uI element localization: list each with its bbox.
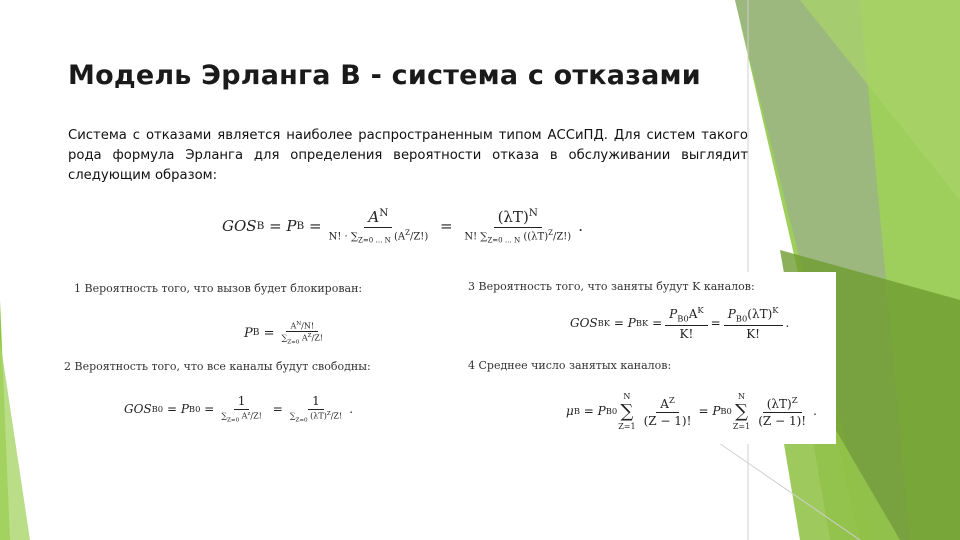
item-4-fraction-2: $\frac{(\lambda T)^Z}{(Z - 1)!}$ bbox=[754, 395, 810, 428]
item-3-den-b: K! bbox=[746, 326, 761, 341]
main-formula-end: . bbox=[578, 217, 583, 235]
item-4-sum1-to: N bbox=[623, 391, 631, 401]
item-2-label: 2 Вероятность того, что все каналы будут свободны: bbox=[64, 360, 371, 373]
item-3-fraction-1: $\frac{P_{B0}A^K}{K!}$ bbox=[665, 305, 708, 340]
item-4-lhs: μ bbox=[566, 404, 574, 418]
frac2-num: (λT) bbox=[497, 208, 529, 227]
item-4-eq: = P bbox=[583, 404, 606, 418]
item-2-one-a: 1 bbox=[234, 394, 250, 410]
item-3-lhs: GOS bbox=[570, 316, 598, 330]
item-4-sum-1: N ∑ Z=1 bbox=[618, 391, 636, 431]
frac1-den: N! · ∑ bbox=[328, 231, 359, 243]
item-1-lhs: P bbox=[244, 325, 253, 341]
item-4-p-sub: B0 bbox=[605, 406, 618, 416]
item-1-fraction: $\frac{A^N/N!}{\sum_{Z=0} A^Z/Z!}$ bbox=[281, 320, 324, 346]
main-formula-p-sub: B bbox=[296, 220, 305, 232]
item-4-den-a: (Z − 1)! bbox=[643, 413, 692, 428]
frac2-sum-range: Z=0 … N bbox=[487, 236, 521, 245]
frac2-den: N! ∑ bbox=[464, 231, 488, 243]
deco-bottom-left-wedge bbox=[0, 340, 30, 540]
item-2-lhs: GOS bbox=[124, 402, 152, 416]
main-formula-fraction-2: $\frac{(\lambda T)^N}{N! \sum_{Z=0 \dots N} ((\lambda T)^Z/Z!)}$ bbox=[464, 207, 572, 245]
item-3-eq: = P bbox=[613, 316, 636, 330]
item-3-p-sub: BK bbox=[635, 318, 649, 328]
item-1-lhs-sub: B bbox=[252, 328, 260, 338]
frac1-num: A bbox=[368, 208, 380, 227]
frac2-num-sup: N bbox=[528, 207, 538, 220]
main-formula-eq1: = P bbox=[269, 217, 297, 235]
item-2-fraction-2: $\frac{1}{\sum_{Z=0} (\lambda T)^Z/Z!}$ bbox=[289, 394, 343, 424]
item-4-label: 4 Среднее число занятых каналов: bbox=[468, 359, 672, 372]
item-4-sum2-from: Z=1 bbox=[732, 421, 751, 431]
item-4-fraction-1: $\frac{A^Z}{(Z - 1)!}$ bbox=[640, 395, 696, 428]
frac1-num-sup: N bbox=[379, 207, 389, 220]
item-2-p-sub: B0 bbox=[188, 404, 201, 414]
main-formula-lhs-sub: B bbox=[256, 220, 265, 232]
item-4-sum-2: N ∑ Z=1 bbox=[732, 391, 751, 431]
item-4-sum2-to: N bbox=[738, 391, 746, 401]
item-1-label: 1 Вероятность того, что вызов будет блокирован: bbox=[74, 282, 363, 295]
main-formula: GOS B = P B = $\frac{A^N}{N! \cdot \sum_{Z=0 \dots N} (A^Z/Z!)}$ = $\frac{(\lambda T)^N}{N! \sum_{Z=0 \dots N} ((\lambda T)^Z/Z!)}$ . bbox=[222, 207, 583, 245]
slide-title: Модель Эрланга В - система с отказами bbox=[68, 60, 701, 91]
main-formula-eq2: = bbox=[309, 217, 322, 235]
item-4-den-b: (Z − 1)! bbox=[758, 413, 807, 428]
item-3-label: 3 Вероятность того, что заняты будут K каналов: bbox=[468, 280, 755, 293]
item-4-sum1-from: Z=1 bbox=[618, 421, 636, 431]
frac1-sum-range: Z=0 … N bbox=[358, 236, 391, 245]
item-3-den-a: K! bbox=[679, 326, 694, 341]
item-4-formula: μ B = P B0 N ∑ Z=1 $\frac{A^Z}{(Z - 1)!}$ = P B0 N ∑ Z=1 $\frac{(\lambda T)^Z}{(Z - 1)!}$ . bbox=[566, 391, 817, 431]
item-2-one-b: 1 bbox=[308, 394, 324, 410]
item-2-lhs-sub: B0 bbox=[151, 404, 164, 414]
intro-paragraph: Система с отказами является наиболее распространенным типом АССиПД. Для систем такого рода формула Эрланга для определения вероятности отказа в обслуживании выглядит следующим образом: bbox=[68, 128, 748, 183]
item-1-formula: P B = $\frac{A^N/N!}{\sum_{Z=0} A^Z/Z!}$ bbox=[244, 310, 330, 356]
item-2-formula: GOS B0 = P B0 = $\frac{1}{\sum_{Z=0} A^z/Z!}$ = $\frac{1}{\sum_{Z=0} (\lambda T)^Z/Z!}$ . bbox=[124, 394, 354, 424]
main-formula-lhs: GOS bbox=[222, 217, 257, 235]
item-3-lhs-sub: BK bbox=[597, 318, 611, 328]
item-4-lhs-sub: B bbox=[573, 406, 580, 416]
item-2-fraction-1: $\frac{1}{\sum_{Z=0} A^z/Z!}$ bbox=[221, 394, 262, 424]
main-formula-fraction-1: $\frac{A^N}{N! \cdot \sum_{Z=0 \dots N} (A^Z/Z!)}$ bbox=[328, 207, 429, 245]
item-3-formula: GOS BK = P BK = $\frac{P_{B0}A^K}{K!}$ = $\frac{P_{B0}(\lambda T)^K}{K!}$ . bbox=[570, 305, 790, 341]
item-2-eq: = P bbox=[166, 402, 189, 416]
item-3-fraction-2: $\frac{P_{B0}(\lambda T)^K}{K!}$ bbox=[724, 305, 783, 340]
